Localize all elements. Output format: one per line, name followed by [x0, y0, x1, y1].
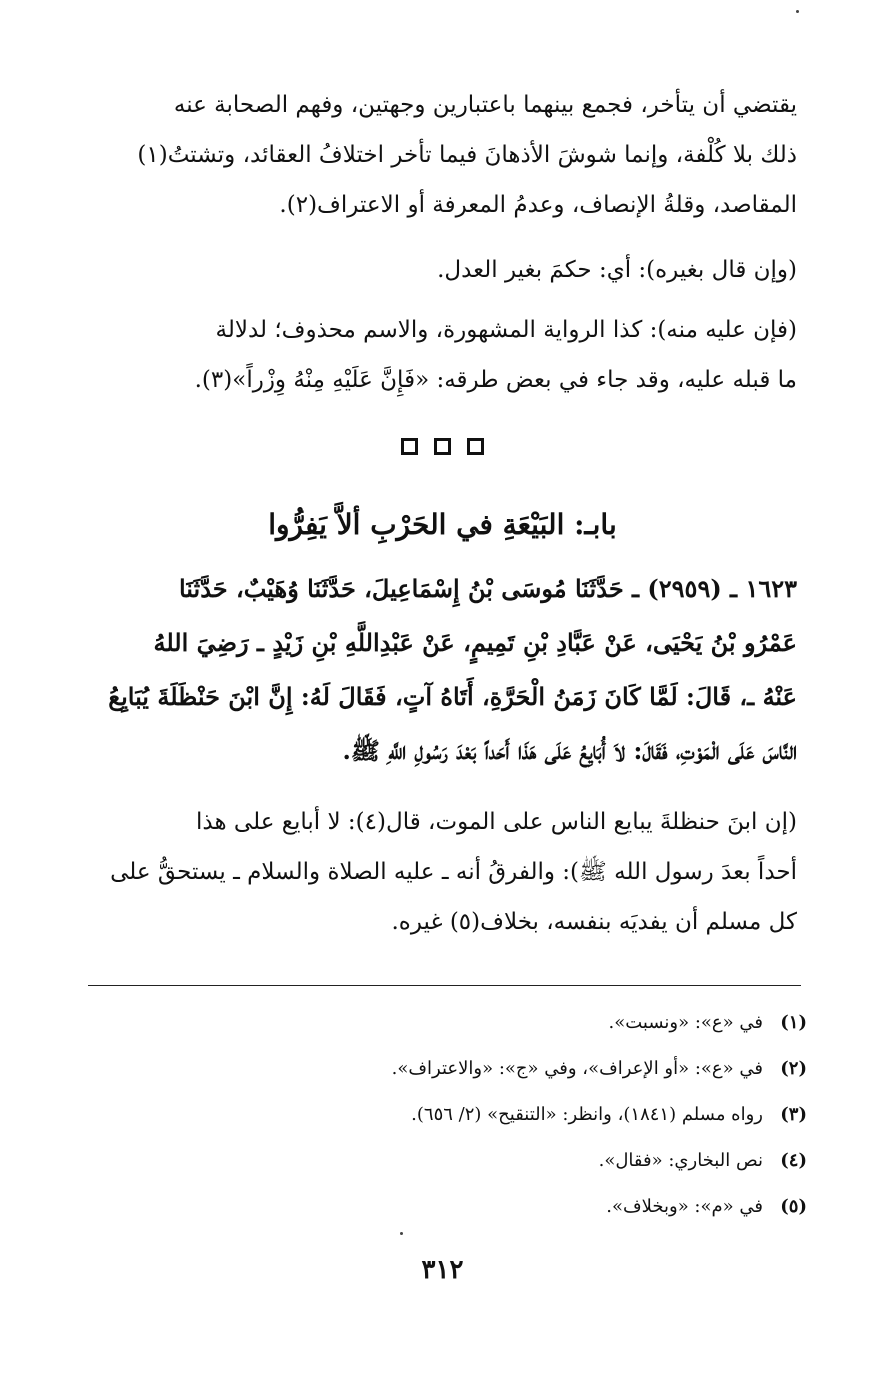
commentary-paragraph-3 [87, 305, 797, 405]
footnote-number: (١) [780, 1012, 807, 1033]
text-line: (وإن قال بغيره): أي: حكمَ بغير العدل. [437, 257, 797, 283]
text-line: (فإن عليه منه): كذا الرواية المشهورة، والاسم محذوف؛ لدلالة [215, 317, 797, 343]
text-line: كل مسلم أن يفديَه بنفسه، بخلاف(٥) غيره. [391, 909, 797, 935]
footnotes [247, 1000, 807, 1230]
section-divider [0, 438, 885, 455]
scan-speck [796, 10, 799, 13]
footnote-number: (٥) [780, 1196, 807, 1217]
footnote [247, 1092, 807, 1138]
footnote-text: في «م»: «وبخلاف». [606, 1196, 763, 1217]
text-line: (إن ابنَ حنظلةَ يبايع الناس على الموت، قال(٤): لا أبايع على هذا [196, 809, 797, 835]
footnote [247, 1138, 807, 1184]
footnote-number: (٤) [780, 1150, 807, 1171]
divider-square-icon [467, 438, 484, 455]
footnote-number: (٢) [780, 1058, 807, 1079]
footnote-text: رواه مسلم (١٨٤١)، وانظر: «التنقيح» (٢/ ٦٥٦). [411, 1104, 763, 1125]
commentary-paragraph-1 [87, 80, 797, 230]
footnote-separator [88, 985, 801, 986]
divider-square-icon [401, 438, 418, 455]
hadith-line: ١٦٢٣ ـ (٢٩٥٩) ـ حَدَّثَنَا مُوسَى بْنُ إِسْمَاعِيلَ، حَدَّثَنَا وُهَيْبٌ، حَدَّثَنَا [178, 574, 797, 603]
divider-square-icon [434, 438, 451, 455]
footnote-text: نص البخاري: «فقال». [598, 1150, 763, 1171]
chapter-heading: بابـ: البَيْعَةِ في الحَرْبِ ألاَّ يَفِرُّوا [268, 508, 617, 541]
footnote [247, 1046, 807, 1092]
hadith-line: عَنْهُ ـ، قَالَ: لَمَّا كَانَ زَمَنُ الْحَرَّةِ، أَتَاهُ آتٍ، فَقَالَ لَهُ: إِنَّ ابْنَ حَنْظَلَةَ يُبَايِعُ [108, 682, 797, 711]
text-line: ذلك بلا كُلْفة، وإنما شوشَ الأذهانَ فيما تأخر اختلافُ العقائد، وتشتتُ(١) [137, 142, 797, 168]
text-line: أحداً بعدَ رسول الله ﷺ): والفرقُ أنه ـ عليه الصلاة والسلام ـ يستحقُّ على [110, 859, 797, 885]
page-number: ٣١٢ [421, 1255, 464, 1285]
footnote-text: في «ع»: «أو الإعراف»، وفي «ج»: «والاعتراف». [391, 1058, 763, 1079]
text-line: يقتضي أن يتأخر، فجمع بينهما باعتبارين وجهتين، وفهم الصحابة عنه [173, 92, 797, 118]
commentary-paragraph-5 [87, 797, 797, 947]
text-line: ما قبله عليه، وقد جاء في بعض طرقه: «فَإِنَّ عَلَيْهِ مِنْهُ وِزْراً»(٣). [194, 367, 797, 393]
footnote-text: في «ع»: «ونسبت». [608, 1012, 763, 1033]
hadith-text [87, 562, 797, 778]
hadith-line: عَمْرُو بْنُ يَحْيَى، عَنْ عَبَّادِ بْنِ تَمِيمٍ، عَنْ عَبْدِاللَّهِ بْنِ زَيْدٍ ـ رَضِيَ اللهُ [153, 628, 797, 657]
commentary-paragraph-2 [87, 245, 797, 295]
footnote-number: (٣) [780, 1104, 807, 1125]
hadith-line: النَّاسَ عَلَى الْمَوْتِ، فَقَالَ: لاَ أُبَايِعُ عَلَى هَذَا أَحَداً بَعْدَ رَسُولِ اللَّهِ ﷺ. [342, 736, 797, 765]
footnote [247, 1184, 807, 1230]
footnote [247, 1000, 807, 1046]
scan-speck [400, 1232, 403, 1235]
text-line: المقاصد، وقلةُ الإنصاف، وعدمُ المعرفة أو الاعتراف(٢). [279, 192, 797, 218]
